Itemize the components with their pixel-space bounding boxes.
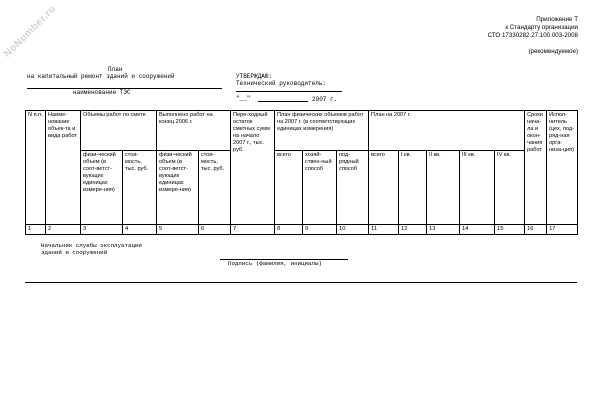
sub-header-total: всего (275, 151, 303, 225)
col-number: 7 (231, 225, 275, 235)
watermark-text: NoNumber.ru (2, 3, 59, 60)
sub-header-q2: II кв. (427, 151, 460, 225)
col-number: 9 (303, 225, 337, 235)
watermark-area (0, 0, 60, 60)
col-header-terms: Сроки нача-ла и окон-чания работ (525, 111, 547, 225)
col-header-physical: План физических объемов работ на 2007 г. (в соответствующих единицах измерения) (275, 111, 369, 151)
appendix-title: Приложение Т (536, 16, 578, 23)
sub-header-phys2: физи-ческий объем (в соот-ветст-вующих единицах измере-ния) (157, 151, 199, 225)
appendix-header (488, 16, 578, 56)
column-number-row (26, 225, 578, 235)
col-number: 17 (547, 225, 578, 235)
sub-header-phys: физи-ческий объем (в соот-ветст-вующих единицах измере-ния) (81, 151, 123, 225)
col-header-num: N п.п. (26, 111, 46, 225)
sub-header-q4: IV кв. (495, 151, 525, 225)
sub-header-q1: I кв. (399, 151, 427, 225)
sub-header-contract: под-рядный способ (337, 151, 369, 225)
sub-header-q3: III кв. (460, 151, 495, 225)
plan-subtitle: на капитальный ремонт зданий и сооружений (27, 73, 175, 80)
col-header-remaining: Пере-ходный остаток сметных сумм на начало 2007 г., тыс. руб. (231, 111, 275, 225)
plan-title: План (108, 66, 123, 73)
col-number: 16 (525, 225, 547, 235)
chief-title-line1: Начальник службы эксплуатации (41, 242, 142, 249)
approve-date-line (258, 101, 308, 102)
approve-title: УТВЕРЖДАЮ: (236, 73, 273, 80)
appendix-standard: к Стандарту организации (505, 24, 578, 31)
signature-caption: Подпись (фамилия, инициалы) (228, 260, 322, 267)
approve-role: Технический руководитель: (236, 80, 327, 87)
col-number: 12 (399, 225, 427, 235)
plan-table (25, 110, 578, 235)
approve-year: 2007 г. (312, 96, 338, 103)
sub-header-cost2: стои-мость, тыс. руб. (199, 151, 231, 225)
sub-header-total2: всего (369, 151, 399, 225)
col-number: 15 (495, 225, 525, 235)
appendix-code: СТО 17330282.27.100.003-2008 (487, 32, 578, 39)
col-number: 14 (460, 225, 495, 235)
col-header-executor: Испол-нитель (цех, под-ряд-ная орга-низа-ция) (547, 111, 578, 225)
col-number: 6 (199, 225, 231, 235)
col-number: 1 (26, 225, 46, 235)
col-number: 4 (123, 225, 157, 235)
col-header-name: Наиме-нование объек-та и вида работ (46, 111, 81, 225)
approve-signature-line (236, 91, 342, 92)
col-number: 3 (81, 225, 123, 235)
tes-label: наименование ТЭС (73, 89, 131, 96)
col-header-plan2007: План на 2007 г. (369, 111, 525, 151)
col-number: 5 (157, 225, 199, 235)
appendix-recommended: (рекомендуемое) (528, 48, 578, 55)
col-number: 2 (46, 225, 81, 235)
col-number: 13 (427, 225, 460, 235)
col-header-done: Выполнено работ на конец 2006 г. (157, 111, 231, 151)
bottom-divider (25, 282, 577, 283)
col-number: 10 (337, 225, 369, 235)
approve-date-quote: "__" (236, 95, 251, 102)
sub-header-inhouse: хозяй-ствен-ный способ (303, 151, 337, 225)
sub-header-cost: стои-мость, тыс. руб. (123, 151, 157, 225)
col-header-smeta: Объемы работ по смете (81, 111, 157, 151)
col-number: 11 (369, 225, 399, 235)
chief-title-line2: зданий и сооружений (41, 249, 108, 256)
col-number: 8 (275, 225, 303, 235)
